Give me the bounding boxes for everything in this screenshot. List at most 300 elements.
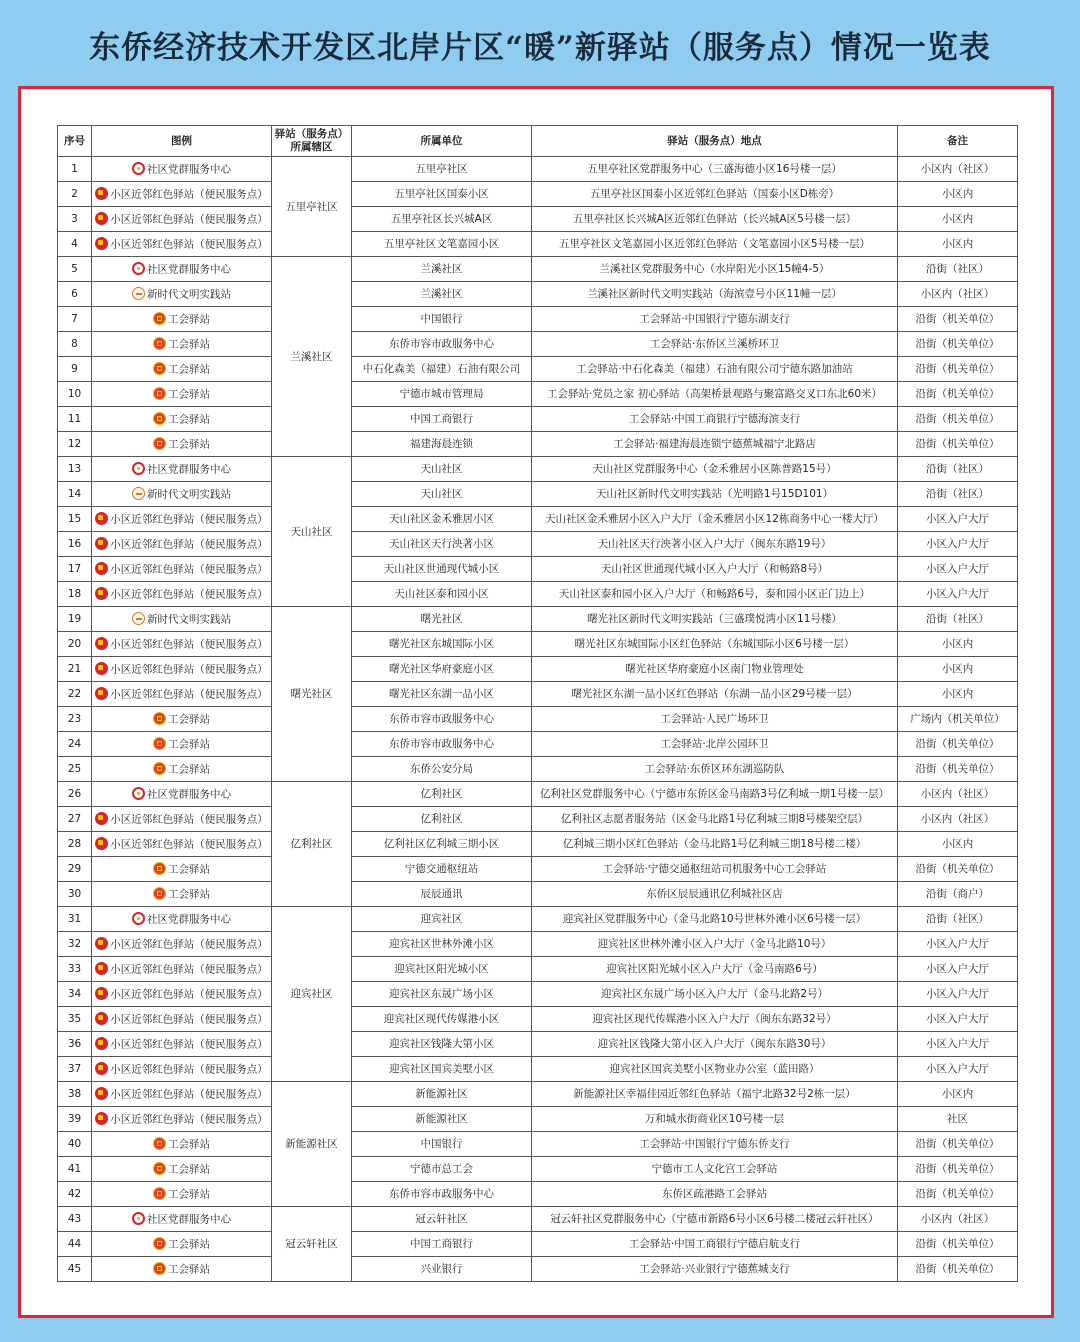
- note-cell: 小区内: [898, 832, 1018, 857]
- row-number: 22: [58, 682, 92, 707]
- unit-cell: 中国银行: [352, 1132, 532, 1157]
- place-cell: 亿利社区志愿者服务站（区金马北路1号亿利城三期8号楼架空层）: [532, 807, 898, 832]
- place-cell: 天山社区泰和园小区入户大厅（和畅路6号，泰和园小区正门边上）: [532, 582, 898, 607]
- legend-label: 新时代文明实践站: [147, 613, 231, 625]
- legend-cell: [92, 532, 272, 557]
- area-cell: 迎宾社区: [272, 907, 352, 1082]
- note-cell: 小区内: [898, 1082, 1018, 1107]
- legend-label: 小区近邻红色驿站（便民服务点）: [110, 688, 268, 700]
- legend-label: 工会驿站: [168, 363, 210, 375]
- legend-label: 工会驿站: [168, 1238, 210, 1250]
- note-cell: 小区入户大厅: [898, 957, 1018, 982]
- gonghui-icon: [153, 412, 166, 425]
- unit-cell: 亿利社区: [352, 807, 532, 832]
- legend-label: 社区党群服务中心: [147, 263, 231, 275]
- legend-label: 小区近邻红色驿站（便民服务点）: [110, 588, 268, 600]
- note-cell: 小区内（社区）: [898, 282, 1018, 307]
- place-cell: 宁德市工人文化宫工会驿站: [532, 1157, 898, 1182]
- table-row: [58, 1082, 1018, 1107]
- note-cell: 沿街（机关单位）: [898, 1132, 1018, 1157]
- unit-cell: 东侨公安分局: [352, 757, 532, 782]
- place-cell: 天山社区世通现代城小区入户大厅（和畅路8号）: [532, 557, 898, 582]
- note-cell: 沿街（机关单位）: [898, 357, 1018, 382]
- note-cell: 沿街（机关单位）: [898, 407, 1018, 432]
- place-cell: 曙光社区东湖一品小区红色驿站（东湖一品小区29号楼一层）: [532, 682, 898, 707]
- area-cell: 天山社区: [272, 457, 352, 607]
- hongse-icon: [95, 962, 108, 975]
- unit-cell: 冠云轩社区: [352, 1207, 532, 1232]
- row-number: 4: [58, 232, 92, 257]
- legend-cell: [92, 382, 272, 407]
- legend-label: 小区近邻红色驿站（便民服务点）: [110, 538, 268, 550]
- legend-cell: [92, 582, 272, 607]
- legend-label: 工会驿站: [168, 438, 210, 450]
- hongse-icon: [95, 937, 108, 950]
- legend-label: 社区党群服务中心: [147, 463, 231, 475]
- unit-cell: 曙光社区东湖一品小区: [352, 682, 532, 707]
- unit-cell: 曙光社区: [352, 607, 532, 632]
- note-cell: 小区内: [898, 657, 1018, 682]
- note-cell: 小区入户大厅: [898, 932, 1018, 957]
- table-row: [58, 1257, 1018, 1282]
- note-cell: 小区内: [898, 207, 1018, 232]
- legend-label: 小区近邻红色驿站（便民服务点）: [110, 938, 268, 950]
- unit-cell: 宁德市城市管理局: [352, 382, 532, 407]
- place-cell: 工会驿站·北岸公园环卫: [532, 732, 898, 757]
- row-number: 13: [58, 457, 92, 482]
- place-cell: 工会驿站·中石化森美（福建）石油有限公司宁德东路加油站: [532, 357, 898, 382]
- row-number: 34: [58, 982, 92, 1007]
- unit-cell: 宁德市总工会: [352, 1157, 532, 1182]
- unit-cell: 东侨市容市政服务中心: [352, 707, 532, 732]
- legend-label: 小区近邻红色驿站（便民服务点）: [110, 663, 268, 675]
- table-row: [58, 982, 1018, 1007]
- row-number: 8: [58, 332, 92, 357]
- place-cell: 五里亭社区长兴城A区近邻红色驿站（长兴城A区5号楼一层）: [532, 207, 898, 232]
- note-cell: 沿街（机关单位）: [898, 332, 1018, 357]
- legend-cell: [92, 207, 272, 232]
- place-cell: 迎宾社区阳光城小区入户大厅（金马南路6号）: [532, 957, 898, 982]
- legend-label: 工会驿站: [168, 1163, 210, 1175]
- unit-cell: 亿利社区: [352, 782, 532, 807]
- table-row: [58, 1132, 1018, 1157]
- row-number: 31: [58, 907, 92, 932]
- header-area: 驿站（服务点）所属辖区: [272, 126, 352, 157]
- note-cell: 小区内（社区）: [898, 1207, 1018, 1232]
- note-cell: 社区: [898, 1107, 1018, 1132]
- note-cell: 小区内（社区）: [898, 782, 1018, 807]
- gonghui-icon: [153, 1162, 166, 1175]
- hongse-icon: [95, 687, 108, 700]
- unit-cell: 五里亭社区: [352, 157, 532, 182]
- page-title: 东侨经济技术开发区北岸片区“暖”新驿站（服务点）情况一览表: [89, 30, 991, 66]
- row-number: 7: [58, 307, 92, 332]
- legend-label: 小区近邻红色驿站（便民服务点）: [110, 188, 268, 200]
- legend-cell: [92, 1032, 272, 1057]
- note-cell: 小区入户大厅: [898, 582, 1018, 607]
- legend-cell: [92, 1007, 272, 1032]
- note-cell: 小区入户大厅: [898, 1032, 1018, 1057]
- table-row: [58, 882, 1018, 907]
- gonghui-icon: [153, 1262, 166, 1275]
- unit-cell: 迎宾社区阳光城小区: [352, 957, 532, 982]
- gonghui-icon: [153, 1187, 166, 1200]
- place-cell: 天山社区天行泱著小区入户大厅（闽东东路19号）: [532, 532, 898, 557]
- row-number: 20: [58, 632, 92, 657]
- legend-cell: [92, 407, 272, 432]
- place-cell: 冠云轩社区党群服务中心（宁德市新路6号小区6号楼二楼冠云轩社区）: [532, 1207, 898, 1232]
- gonghui-icon: [153, 362, 166, 375]
- table-row: [58, 457, 1018, 482]
- place-cell: 工会驿站·福建海晨连锁宁德蕉城福宁北路店: [532, 432, 898, 457]
- unit-cell: 东侨市容市政服务中心: [352, 732, 532, 757]
- dangjian-icon: [132, 462, 145, 475]
- row-number: 28: [58, 832, 92, 857]
- legend-cell: [92, 432, 272, 457]
- unit-cell: 五里亭社区国泰小区: [352, 182, 532, 207]
- legend-cell: [92, 857, 272, 882]
- note-cell: 沿街（机关单位）: [898, 1157, 1018, 1182]
- hongse-icon: [95, 237, 108, 250]
- unit-cell: 中石化森美（福建）石油有限公司: [352, 357, 532, 382]
- note-cell: 小区内（社区）: [898, 157, 1018, 182]
- table-row: [58, 682, 1018, 707]
- legend-label: 小区近邻红色驿站（便民服务点）: [110, 563, 268, 575]
- gonghui-icon: [153, 337, 166, 350]
- place-cell: 迎宾社区现代传媒港小区入户大厅（闽东东路32号）: [532, 1007, 898, 1032]
- hongse-icon: [95, 512, 108, 525]
- dangjian-icon: [132, 162, 145, 175]
- note-cell: 小区入户大厅: [898, 507, 1018, 532]
- table-row: [58, 432, 1018, 457]
- legend-label: 社区党群服务中心: [147, 788, 231, 800]
- gonghui-icon: [153, 862, 166, 875]
- wenming-icon: [132, 612, 145, 625]
- gonghui-icon: [153, 1137, 166, 1150]
- place-cell: 东侨区疏港路工会驿站: [532, 1182, 898, 1207]
- gonghui-icon: [153, 737, 166, 750]
- table-row: [58, 757, 1018, 782]
- table-row: [58, 557, 1018, 582]
- legend-cell: [92, 1132, 272, 1157]
- dangjian-icon: [132, 912, 145, 925]
- unit-cell: 新能源社区: [352, 1082, 532, 1107]
- unit-cell: 福建海晨连锁: [352, 432, 532, 457]
- legend-label: 小区近邻红色驿站（便民服务点）: [110, 988, 268, 1000]
- table-row: [58, 782, 1018, 807]
- row-number: 18: [58, 582, 92, 607]
- hongse-icon: [95, 837, 108, 850]
- place-cell: 工会驿站·人民广场环卫: [532, 707, 898, 732]
- hongse-icon: [95, 1012, 108, 1025]
- row-number: 37: [58, 1057, 92, 1082]
- dangjian-icon: [132, 1212, 145, 1225]
- unit-cell: 中国工商银行: [352, 407, 532, 432]
- legend-label: 小区近邻红色驿站（便民服务点）: [110, 813, 268, 825]
- hongse-icon: [95, 537, 108, 550]
- legend-label: 小区近邻红色驿站（便民服务点）: [110, 838, 268, 850]
- hongse-icon: [95, 662, 108, 675]
- table-body: [58, 157, 1018, 1282]
- unit-cell: 迎宾社区世林外滩小区: [352, 932, 532, 957]
- table-row: [58, 257, 1018, 282]
- unit-cell: 宁德交通枢纽站: [352, 857, 532, 882]
- unit-cell: 迎宾社区现代传媒港小区: [352, 1007, 532, 1032]
- legend-cell: [92, 907, 272, 932]
- note-cell: 小区内: [898, 232, 1018, 257]
- legend-cell: [92, 657, 272, 682]
- legend-cell: [92, 357, 272, 382]
- legend-cell: [92, 982, 272, 1007]
- legend-label: 小区近邻红色驿站（便民服务点）: [110, 638, 268, 650]
- legend-cell: [92, 607, 272, 632]
- row-number: 5: [58, 257, 92, 282]
- area-cell: 冠云轩社区: [272, 1207, 352, 1282]
- header-note: 备注: [898, 126, 1018, 157]
- table-row: [58, 1232, 1018, 1257]
- table-row: [58, 832, 1018, 857]
- unit-cell: 中国工商银行: [352, 1232, 532, 1257]
- place-cell: 迎宾社区世林外滩小区入户大厅（金马北路10号）: [532, 932, 898, 957]
- legend-cell: [92, 1182, 272, 1207]
- row-number: 38: [58, 1082, 92, 1107]
- row-number: 6: [58, 282, 92, 307]
- table-row: [58, 1182, 1018, 1207]
- unit-cell: 曙光社区华府豪庭小区: [352, 657, 532, 682]
- legend-cell: [92, 1157, 272, 1182]
- legend-label: 社区党群服务中心: [147, 163, 231, 175]
- row-number: 45: [58, 1257, 92, 1282]
- place-cell: 工会驿站·中国银行宁德东湖支行: [532, 307, 898, 332]
- hongse-icon: [95, 987, 108, 1000]
- note-cell: 沿街（机关单位）: [898, 432, 1018, 457]
- place-cell: 东侨区辰辰通讯亿利城社区店: [532, 882, 898, 907]
- header-place: 驿站（服务点）地点: [532, 126, 898, 157]
- header-legend: 图例: [92, 126, 272, 157]
- unit-cell: 五里亭社区文笔嘉园小区: [352, 232, 532, 257]
- table-row: [58, 1007, 1018, 1032]
- legend-cell: [92, 307, 272, 332]
- unit-cell: 迎宾社区钱隆大第小区: [352, 1032, 532, 1057]
- note-cell: 沿街（机关单位）: [898, 757, 1018, 782]
- dangjian-icon: [132, 262, 145, 275]
- place-cell: 迎宾社区党群服务中心（金马北路10号世林外滩小区6号楼一层）: [532, 907, 898, 932]
- table-row: [58, 157, 1018, 182]
- header-unit: 所属单位: [352, 126, 532, 157]
- note-cell: 沿街（商户）: [898, 882, 1018, 907]
- unit-cell: 迎宾社区国宾美墅小区: [352, 1057, 532, 1082]
- place-cell: 曙光社区新时代文明实践站（三盛璞悦湾小区11号楼）: [532, 607, 898, 632]
- legend-cell: [92, 1082, 272, 1107]
- note-cell: 沿街（社区）: [898, 457, 1018, 482]
- place-cell: 工会驿站·中国银行宁德东侨支行: [532, 1132, 898, 1157]
- row-number: 1: [58, 157, 92, 182]
- note-cell: 小区入户大厅: [898, 1007, 1018, 1032]
- hongse-icon: [95, 562, 108, 575]
- legend-label: 工会驿站: [168, 713, 210, 725]
- unit-cell: 兴业银行: [352, 1257, 532, 1282]
- legend-label: 小区近邻红色驿站（便民服务点）: [110, 213, 268, 225]
- row-number: 17: [58, 557, 92, 582]
- hongse-icon: [95, 187, 108, 200]
- legend-cell: [92, 732, 272, 757]
- hongse-icon: [95, 212, 108, 225]
- legend-label: 工会驿站: [168, 1138, 210, 1150]
- table-row: [58, 182, 1018, 207]
- table-row: [58, 1157, 1018, 1182]
- legend-label: 工会驿站: [168, 338, 210, 350]
- table-row: [58, 857, 1018, 882]
- legend-label: 工会驿站: [168, 888, 210, 900]
- row-number: 23: [58, 707, 92, 732]
- legend-label: 小区近邻红色驿站（便民服务点）: [110, 1038, 268, 1050]
- row-number: 11: [58, 407, 92, 432]
- place-cell: 五里亭社区文笔嘉园小区近邻红色驿站（文笔嘉园小区5号楼一层）: [532, 232, 898, 257]
- row-number: 24: [58, 732, 92, 757]
- row-number: 42: [58, 1182, 92, 1207]
- place-cell: 工会驿站·东侨区兰溪桥环卫: [532, 332, 898, 357]
- table-row: [58, 707, 1018, 732]
- row-number: 26: [58, 782, 92, 807]
- row-number: 33: [58, 957, 92, 982]
- area-cell: 兰溪社区: [272, 257, 352, 457]
- row-number: 16: [58, 532, 92, 557]
- note-cell: 沿街（机关单位）: [898, 857, 1018, 882]
- row-number: 25: [58, 757, 92, 782]
- legend-label: 工会驿站: [168, 1188, 210, 1200]
- place-cell: 工会驿站·中国工商银行宁德海滨支行: [532, 407, 898, 432]
- table-row: [58, 807, 1018, 832]
- note-cell: 沿街（机关单位）: [898, 1232, 1018, 1257]
- row-number: 36: [58, 1032, 92, 1057]
- note-cell: 小区内: [898, 182, 1018, 207]
- legend-label: 小区近邻红色驿站（便民服务点）: [110, 1088, 268, 1100]
- place-cell: 天山社区金禾雅居小区入户大厅（金禾雅居小区12栋商务中心一楼大厅）: [532, 507, 898, 532]
- table-row: [58, 382, 1018, 407]
- row-number: 15: [58, 507, 92, 532]
- legend-cell: [92, 682, 272, 707]
- note-cell: 沿街（社区）: [898, 257, 1018, 282]
- unit-cell: 天山社区天行泱著小区: [352, 532, 532, 557]
- legend-label: 小区近邻红色驿站（便民服务点）: [110, 1113, 268, 1125]
- row-number: 43: [58, 1207, 92, 1232]
- legend-label: 工会驿站: [168, 1263, 210, 1275]
- legend-cell: [92, 182, 272, 207]
- legend-cell: [92, 1207, 272, 1232]
- row-number: 19: [58, 607, 92, 632]
- row-number: 39: [58, 1107, 92, 1132]
- table-row: [58, 357, 1018, 382]
- legend-label: 小区近邻红色驿站（便民服务点）: [110, 963, 268, 975]
- table-row: [58, 207, 1018, 232]
- legend-cell: [92, 832, 272, 857]
- legend-label: 新时代文明实践站: [147, 488, 231, 500]
- unit-cell: 天山社区金禾雅居小区: [352, 507, 532, 532]
- place-cell: 迎宾社区国宾美墅小区物业办公室（蓝田路）: [532, 1057, 898, 1082]
- row-number: 35: [58, 1007, 92, 1032]
- gonghui-icon: [153, 387, 166, 400]
- legend-cell: [92, 332, 272, 357]
- hongse-icon: [95, 1087, 108, 1100]
- unit-cell: 中国银行: [352, 307, 532, 332]
- note-cell: 小区入户大厅: [898, 982, 1018, 1007]
- place-cell: 工会驿站·宁德交通枢纽站司机服务中心工会驿站: [532, 857, 898, 882]
- unit-cell: 迎宾社区: [352, 907, 532, 932]
- legend-cell: [92, 882, 272, 907]
- gonghui-icon: [153, 437, 166, 450]
- note-cell: 沿街（机关单位）: [898, 732, 1018, 757]
- legend-label: 小区近邻红色驿站（便民服务点）: [110, 1063, 268, 1075]
- note-cell: 小区入户大厅: [898, 532, 1018, 557]
- legend-label: 小区近邻红色驿站（便民服务点）: [110, 238, 268, 250]
- unit-cell: 迎宾社区东晟广场小区: [352, 982, 532, 1007]
- place-cell: 新能源社区幸福佳园近邻红色驿站（福宁北路32号2栋一层）: [532, 1082, 898, 1107]
- row-number: 2: [58, 182, 92, 207]
- unit-cell: 亿利社区亿利城三期小区: [352, 832, 532, 857]
- note-cell: 沿街（机关单位）: [898, 1257, 1018, 1282]
- gonghui-icon: [153, 1237, 166, 1250]
- legend-cell: [92, 782, 272, 807]
- row-number: 27: [58, 807, 92, 832]
- row-number: 40: [58, 1132, 92, 1157]
- area-cell: 亿利社区: [272, 782, 352, 907]
- hongse-icon: [95, 1112, 108, 1125]
- legend-cell: [92, 1257, 272, 1282]
- place-cell: 亿利社区党群服务中心（宁德市东侨区金马南路3号亿利城一期1号楼一层）: [532, 782, 898, 807]
- row-number: 3: [58, 207, 92, 232]
- legend-cell: [92, 757, 272, 782]
- hongse-icon: [95, 637, 108, 650]
- unit-cell: 辰辰通讯: [352, 882, 532, 907]
- legend-cell: [92, 507, 272, 532]
- legend-cell: [92, 232, 272, 257]
- row-number: 9: [58, 357, 92, 382]
- unit-cell: 兰溪社区: [352, 282, 532, 307]
- table-row: [58, 232, 1018, 257]
- legend-cell: [92, 482, 272, 507]
- legend-cell: [92, 282, 272, 307]
- place-cell: 天山社区新时代文明实践站（光明路1号15D101）: [532, 482, 898, 507]
- place-cell: 兰溪社区党群服务中心（水岸阳光小区15幢4-5）: [532, 257, 898, 282]
- note-cell: 广场内（机关单位）: [898, 707, 1018, 732]
- legend-cell: [92, 457, 272, 482]
- legend-cell: [92, 557, 272, 582]
- row-number: 32: [58, 932, 92, 957]
- legend-label: 工会驿站: [168, 863, 210, 875]
- gonghui-icon: [153, 762, 166, 775]
- legend-cell: [92, 807, 272, 832]
- note-cell: 沿街（社区）: [898, 907, 1018, 932]
- legend-cell: [92, 932, 272, 957]
- table-row: [58, 1107, 1018, 1132]
- unit-cell: 天山社区: [352, 482, 532, 507]
- table-header-row: [58, 126, 1018, 157]
- legend-cell: [92, 1107, 272, 1132]
- unit-cell: 曙光社区东城国际小区: [352, 632, 532, 657]
- unit-cell: 天山社区泰和园小区: [352, 582, 532, 607]
- place-cell: 天山社区党群服务中心（金禾雅居小区陈普路15号）: [532, 457, 898, 482]
- place-cell: 万和城水街商业区10号楼一层: [532, 1107, 898, 1132]
- table-row: [58, 1207, 1018, 1232]
- unit-cell: 天山社区: [352, 457, 532, 482]
- row-number: 12: [58, 432, 92, 457]
- note-cell: 沿街（机关单位）: [898, 382, 1018, 407]
- table-row: [58, 307, 1018, 332]
- row-number: 30: [58, 882, 92, 907]
- legend-cell: [92, 257, 272, 282]
- table-row: [58, 582, 1018, 607]
- legend-label: 工会驿站: [168, 738, 210, 750]
